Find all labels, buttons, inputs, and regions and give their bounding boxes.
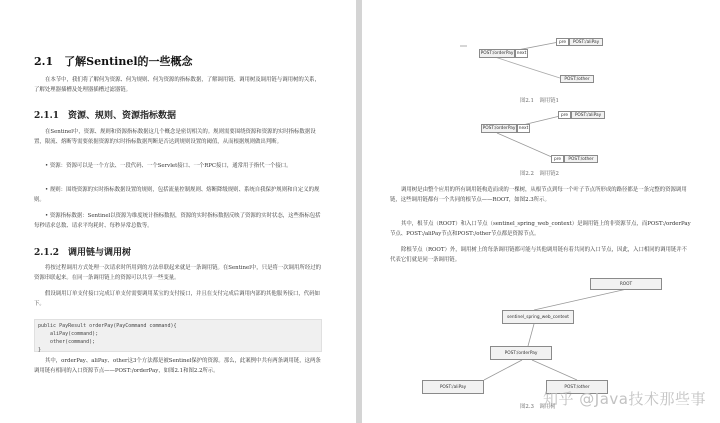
bullet-rule: • 规则：围绕资源的实时指标数据设置的规则，包括流量控制规则、熔断降级规则、系统自我保护规则和自定义的规则。 bbox=[34, 187, 320, 203]
zhihu-watermark: 知乎 @Java技术那些事 bbox=[543, 390, 706, 408]
code-line: aliPay(command); bbox=[38, 331, 99, 337]
fig2-node-orderpay: POST:/orderPay bbox=[482, 126, 516, 131]
figure-caption-2-2: 图2.2 调用链2 bbox=[520, 171, 559, 177]
fig3-node-context: sentinel_spring_web_context bbox=[502, 310, 574, 324]
fig1-node-alipay: POST:/aliPay bbox=[569, 38, 603, 46]
code-line: public PayResult orderPay(PayCommand command){ bbox=[38, 323, 177, 329]
fig1-node-other: POST:/other bbox=[560, 75, 594, 83]
fig3-node-root: ROOT bbox=[590, 278, 662, 290]
fig3-node-other: POST:/other bbox=[546, 380, 608, 394]
paragraph-order-pay: 假设调用订单支付接口完成订单支付需要调用某宝的支付接口，并且在支付完成后调用内部的其他服务接口，代码如下。 bbox=[34, 291, 320, 307]
figure-caption-2-3: 图2.3 调用树 bbox=[520, 404, 556, 410]
paragraph-call-chain: 将按过程调用方式处理一次请求时所用到的方法串联起来就是一条调用链。在Sentinel中，只是将一次调用所经过的资源串联起来。在同一条调用链上的资源可以共享一些变量。 bbox=[34, 265, 321, 281]
paragraph-call-tree: 调用树是由整个应用的所有调用链构造而成的一棵树，从根节点到每一个叶子节点所形成的路径都是一条完整的资源调用链，这些调用链都有一个共同的根节点——ROOT，如图2.3所示。 bbox=[390, 187, 687, 203]
fig2-node-pre-1: pre bbox=[558, 111, 571, 119]
fig1-node-next: next bbox=[516, 51, 527, 56]
figure-caption-2-1: 图2.1 调用链1 bbox=[520, 98, 559, 104]
paragraph-root-node: 其中，根节点（ROOT）和入口节点（sentinel_spring_web_context）是调用链上的非资源节点，而POST:/orderPay节点、POST:/aliPay节点和POST:/other节点都是资源节点。 bbox=[390, 221, 691, 237]
subsection-title-2-1-1: 2.1.1 资源、规则、资源指标数据 bbox=[34, 111, 177, 121]
section-title: 2.1 了解Sentinel的一些概念 bbox=[34, 55, 193, 68]
code-block bbox=[34, 319, 322, 352]
fig1-node-pre: pre bbox=[556, 38, 569, 46]
paragraph-resources-protected: 其中，orderPay、aliPay、other这3个方法都是被Sentinel保护的资源。那么，此案例中共有两条调用链，这两条调用链有相同的入口资源节点——POST:/orderPay，如图2.1和图2.2所示。 bbox=[34, 358, 321, 374]
code-line: other(command); bbox=[38, 339, 96, 345]
code-line: } bbox=[38, 347, 42, 353]
right-page bbox=[362, 0, 720, 423]
intro-paragraph: 在本节中，我们将了解何为资源、何为规则、何为资源的指标数据，了解调用链、调用树及调用链与调用树的关系，了解处理器插槽及处理器插槽过滤器链。 bbox=[34, 77, 320, 93]
fig2-node-other: POST:/other bbox=[564, 155, 598, 163]
paragraph-entry-node: 除根节点（ROOT）外，调用树上的每条调用链都可能与其他调用链有着共同的入口节点，因此，入口相同的调用链并不代表它们就是同一条调用链。 bbox=[390, 247, 688, 263]
bullet-metrics: • 资源指标数据：Sentinel以资源为维度统计指标数据，资源的实时指标数据反映了资源的实时状态，这些指标包括每秒请求总数、请求平均耗时、每秒异常总数等。 bbox=[34, 213, 321, 229]
subsection-title-2-1-2: 2.1.2 调用链与调用树 bbox=[34, 248, 132, 258]
fig2-node-alipay: POST:/aliPay bbox=[571, 111, 605, 119]
left-page bbox=[0, 0, 356, 423]
fig2-node-next: next bbox=[518, 126, 529, 131]
paragraph-resources: 在Sentinel中，资源、规则和资源指标数据这几个概念是密切相关的。规则需要围绕资源和资源的实时指标数据设置，限流、熔断等需要依据资源的实时指标数据判断是否达到规则设置的阈值，从而根据规则做出判断。 bbox=[34, 129, 316, 145]
bullet-resource: • 资源：资源可以是一个方法、一段代码、一个Servlet接口、一个RPC接口，通常用于指代一个接口。 bbox=[45, 163, 292, 169]
fig3-node-alipay: POST:/aliPay bbox=[422, 380, 484, 394]
fig2-node-pre-2: pre bbox=[551, 155, 564, 163]
fig1-node-orderpay: POST:/orderPay bbox=[480, 51, 514, 56]
fig3-node-orderpay: POST:/orderPay bbox=[490, 346, 552, 360]
